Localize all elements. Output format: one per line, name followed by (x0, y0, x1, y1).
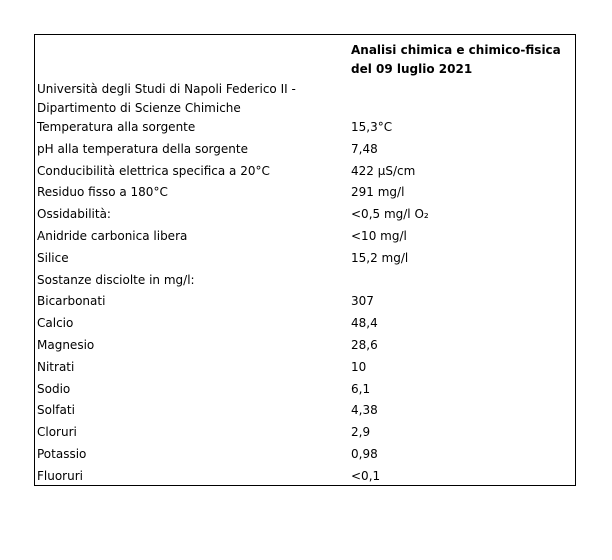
row-label: pH alla temperatura della sorgente (37, 141, 248, 156)
row-label: Conducibilità elettrica specifica a 20°C (37, 163, 270, 178)
analysis-title-line-2: del 09 luglio 2021 (351, 62, 473, 76)
table-row (35, 466, 575, 488)
row-label: Magnesio (37, 337, 95, 352)
row-label: Anidride carbonica libera (37, 228, 188, 243)
analysis-title-line-1: Analisi chimica e chimico-fisica (351, 43, 561, 57)
row-label: Nitrati (37, 359, 75, 374)
row-value: 15,2 mg/l (351, 250, 409, 265)
row-value: 422 µS/cm (351, 163, 416, 178)
table-row (35, 182, 575, 204)
row-label: Fluoruri (37, 468, 83, 483)
table-row (35, 444, 575, 466)
section-heading: Sostanze disciolte in mg/l: (37, 272, 195, 287)
row-label: Calcio (37, 316, 74, 331)
row-value: 307 (351, 294, 374, 309)
row-label: Silice (37, 250, 69, 265)
row-value: <0,5 mg/l O₂ (351, 207, 429, 222)
analysis-table (34, 34, 576, 486)
row-label: Cloruri (37, 425, 77, 440)
row-label: Sodio (37, 381, 71, 396)
institution-name (37, 80, 296, 118)
table-row (35, 422, 575, 444)
section-heading-row (35, 270, 575, 292)
row-value: 4,38 (351, 403, 378, 418)
row-label: Ossidabilità: (37, 207, 111, 222)
row-label: Bicarbonati (37, 294, 106, 309)
row-value: <0,1 (351, 468, 381, 483)
table-row (35, 379, 575, 401)
row-value: 7,48 (351, 141, 378, 156)
row-value: 0,98 (351, 446, 378, 461)
table-row (35, 117, 575, 139)
row-label: Potassio (37, 446, 87, 461)
row-value: 6,1 (351, 381, 371, 396)
institution-line-1: Università degli Studi di Napoli Federico II - (37, 82, 296, 96)
analysis-title (351, 41, 561, 79)
row-value: 28,6 (351, 337, 378, 352)
table-row (35, 400, 575, 422)
table-row (35, 313, 575, 335)
table-row (35, 226, 575, 248)
row-label: Residuo fisso a 180°C (37, 185, 168, 200)
row-value: 2,9 (351, 425, 371, 440)
table-row (35, 139, 575, 161)
table-row (35, 357, 575, 379)
table-row (35, 335, 575, 357)
row-label: Solfati (37, 403, 75, 418)
table-row (35, 248, 575, 270)
row-value: 10 (351, 359, 367, 374)
row-value: 48,4 (351, 316, 378, 331)
institution-line-2: Dipartimento di Scienze Chimiche (37, 101, 241, 115)
analysis-rows (35, 117, 575, 488)
row-value: 291 mg/l (351, 185, 405, 200)
table-row (35, 161, 575, 183)
row-label: Temperatura alla sorgente (37, 120, 196, 134)
row-value: <10 mg/l (351, 228, 407, 243)
table-row (35, 204, 575, 226)
table-row (35, 291, 575, 313)
row-value: 15,3°C (351, 120, 393, 134)
